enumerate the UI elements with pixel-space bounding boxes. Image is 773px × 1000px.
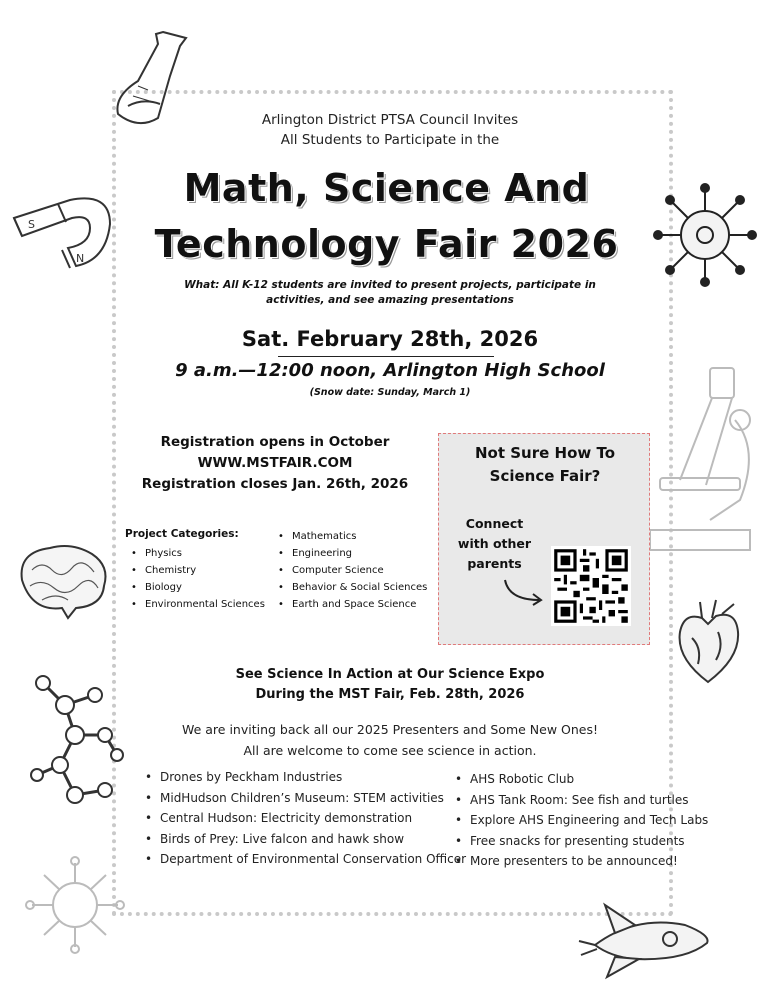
qr-code-icon: [551, 546, 631, 626]
svg-text:S: S: [28, 218, 35, 231]
help-title-line-2: Science Fair?: [489, 467, 601, 485]
svg-text:N: N: [76, 252, 85, 265]
list-item: • Mathematics: [278, 528, 427, 545]
virus-outline-icon: [20, 855, 130, 955]
event-date: Sat. February 28th, 2026: [241, 327, 539, 351]
list-item: • Environmental Sciences: [131, 596, 265, 613]
registration-website[interactable]: WWW.MSTFAIR.COM: [197, 455, 353, 471]
title-line-2: Technology Fair 2026: [154, 222, 619, 266]
heart-icon: [672, 598, 744, 686]
what-description: What: All K-12 students are invited to present projects, participate in activities, and see amazing presentations: [184, 279, 596, 306]
project-categories-label: Project Categories:: [125, 528, 239, 540]
categories-column-2: [278, 528, 427, 613]
microscope-icon: [640, 360, 760, 555]
connect-line-2: with other: [457, 536, 532, 551]
connect-line-1: Connect: [465, 516, 524, 531]
list-item: • Earth and Space Science: [278, 596, 427, 613]
invite-line-2: All Students to Participate in the: [280, 132, 500, 148]
expo-line-2: During the MST Fair, Feb. 28th, 2026: [255, 687, 525, 702]
registration-closes: Registration closes Jan. 26th, 2026: [141, 476, 409, 492]
page-title: [100, 160, 673, 272]
connect-text: [447, 514, 542, 574]
expo-invite-line-1: We are inviting back all our 2025 Presenters and Some New Ones!: [181, 722, 598, 737]
expo-invite: [120, 719, 660, 761]
list-item: • Department of Environmental Conservation Officer: [145, 849, 466, 870]
magnet-icon: [10, 188, 114, 274]
molecule-icon: [25, 665, 125, 815]
list-item: • MidHudson Children’s Museum: STEM activities: [145, 788, 466, 809]
list-item: • Drones by Peckham Industries: [145, 767, 466, 788]
list-item: • AHS Robotic Club: [455, 769, 708, 790]
list-item: • More presenters to be announced!: [455, 851, 708, 872]
expo-invite-line-2: All are welcome to come see science in action.: [243, 743, 537, 758]
list-item: • Birds of Prey: Live falcon and hawk show: [145, 829, 466, 850]
invitation-header: [150, 110, 630, 150]
title-line-1: Math, Science And: [183, 166, 590, 210]
invite-line-1: Arlington District PTSA Council Invites: [261, 112, 519, 128]
list-item: • Chemistry: [131, 562, 265, 579]
list-item: • Computer Science: [278, 562, 427, 579]
help-box: [438, 433, 650, 645]
list-item: • Engineering: [278, 545, 427, 562]
date-divider: [278, 356, 494, 357]
help-box-title: [439, 442, 651, 488]
arrow-icon: [501, 576, 545, 606]
list-item: • Physics: [131, 545, 265, 562]
list-item: • Free snacks for presenting students: [455, 831, 708, 852]
presenters-column-2: [455, 769, 708, 872]
list-item: • Biology: [131, 579, 265, 596]
presenters-column-1: [145, 767, 466, 870]
list-item: • Behavior & Social Sciences: [278, 579, 427, 596]
registration-opens: Registration opens in October: [160, 434, 390, 450]
list-item: • AHS Tank Room: See fish and turtles: [455, 790, 708, 811]
list-item: • Central Hudson: Electricity demonstration: [145, 808, 466, 829]
registration-info: [140, 432, 410, 495]
expo-line-1: See Science In Action at Our Science Expo: [235, 667, 545, 682]
help-title-line-1: Not Sure How To: [474, 444, 615, 462]
list-item: • Explore AHS Engineering and Tech Labs: [455, 810, 708, 831]
brain-icon: [12, 540, 112, 620]
expo-heading: [150, 665, 630, 705]
qr-code[interactable]: [551, 546, 631, 626]
categories-column-1: [131, 545, 265, 613]
rocket-icon: [575, 895, 715, 980]
snow-date: (Snow date: Sunday, March 1): [309, 387, 471, 398]
connect-line-3: parents: [467, 556, 522, 571]
event-time-location: 9 a.m.—12:00 noon, Arlington High School: [175, 360, 605, 381]
